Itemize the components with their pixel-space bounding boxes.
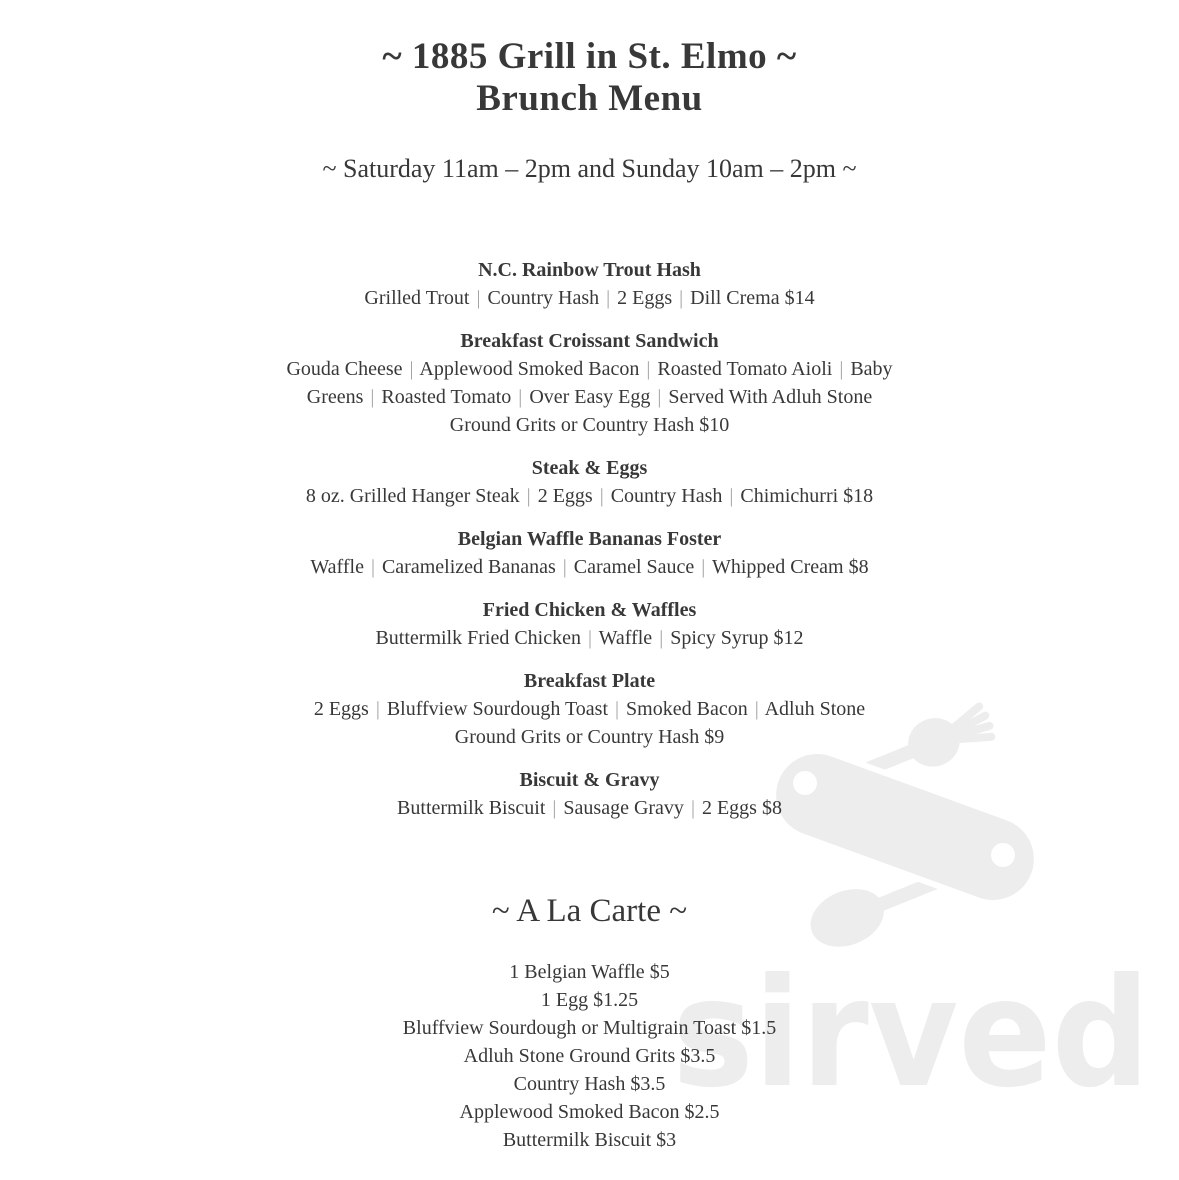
a-la-carte-list	[0, 958, 1179, 1154]
menu-item-name: N.C. Rainbow Trout Hash	[478, 259, 701, 281]
pipe-separator: |	[606, 287, 611, 309]
menu-item-description-line: 8 oz. Grilled Hanger Steak | 2 Eggs | Country Hash | Chimichurri $18	[305, 485, 874, 507]
menu-item-description-line: Ground Grits or Country Hash $10	[449, 414, 730, 436]
a-la-carte-item: 1 Egg $1.25	[540, 989, 639, 1011]
pipe-separator: |	[587, 627, 592, 649]
pipe-separator: |	[679, 287, 684, 309]
menu-item-description-line: Gouda Cheese | Applewood Smoked Bacon | Roasted Tomato Aioli | Baby	[286, 358, 893, 380]
menu-item-name: Belgian Waffle Bananas Foster	[457, 528, 722, 550]
menu-subtitle: Brunch Menu	[476, 78, 703, 119]
menu-item-name: Breakfast Croissant Sandwich	[460, 330, 719, 352]
menu-item-description-line: Grilled Trout | Country Hash | 2 Eggs | Dill Crema $14	[364, 287, 815, 309]
restaurant-name: ~ 1885 Grill in St. Elmo ~	[382, 36, 797, 77]
pipe-separator: |	[476, 287, 481, 309]
pipe-separator: |	[729, 485, 734, 507]
pipe-separator: |	[370, 386, 375, 408]
pipe-separator: |	[562, 556, 567, 578]
menu-title	[0, 0, 1179, 120]
menu-item	[0, 667, 1179, 751]
menu-item	[0, 256, 1179, 312]
pipe-separator: |	[659, 627, 664, 649]
pipe-separator: |	[701, 556, 706, 578]
menu-item-name: Fried Chicken & Waffles	[482, 599, 697, 621]
menu-item	[0, 454, 1179, 510]
menu-item	[0, 525, 1179, 581]
menu-item-description-line: Greens | Roasted Tomato | Over Easy Egg | Served With Adluh Stone	[306, 386, 873, 408]
pipe-separator: |	[690, 797, 695, 819]
pipe-separator: |	[646, 358, 651, 380]
pipe-separator: |	[657, 386, 662, 408]
watermark-brand-text: sirved	[672, 947, 1150, 1121]
menu-item	[0, 766, 1179, 822]
pipe-separator: |	[375, 698, 380, 720]
pipe-separator: |	[552, 797, 557, 819]
a-la-carte-item: 1 Belgian Waffle $5	[509, 961, 670, 983]
pipe-separator: |	[599, 485, 604, 507]
menu-item-list	[0, 256, 1179, 822]
a-la-carte-item: Applewood Smoked Bacon $2.5	[459, 1101, 720, 1123]
pipe-separator: |	[526, 485, 531, 507]
menu-item-description-line: Buttermilk Biscuit | Sausage Gravy | 2 Eggs $8	[397, 797, 782, 819]
menu-item-name: Steak & Eggs	[531, 457, 648, 479]
menu-item	[0, 596, 1179, 652]
a-la-carte-item: Buttermilk Biscuit $3	[502, 1129, 677, 1151]
menu-item	[0, 327, 1179, 439]
menu-item-description-line: 2 Eggs | Bluffview Sourdough Toast | Smoked Bacon | Adluh Stone	[313, 698, 866, 720]
service-hours: ~ Saturday 11am – 2pm and Sunday 10am – 2pm ~	[322, 154, 857, 183]
pipe-separator: |	[615, 698, 620, 720]
pipe-separator: |	[518, 386, 523, 408]
a-la-carte-title: ~ A La Carte ~	[491, 893, 688, 929]
menu-item-name: Biscuit & Gravy	[519, 769, 660, 791]
pipe-separator: |	[409, 358, 414, 380]
menu-item-name: Breakfast Plate	[523, 670, 656, 692]
pipe-separator: |	[754, 698, 759, 720]
a-la-carte-item: Adluh Stone Ground Grits $3.5	[463, 1045, 716, 1067]
pipe-separator: |	[370, 556, 375, 578]
a-la-carte-item: Country Hash $3.5	[513, 1073, 666, 1095]
a-la-carte-item: Bluffview Sourdough or Multigrain Toast $1.5	[402, 1017, 777, 1039]
pipe-separator: |	[839, 358, 844, 380]
menu-item-description-line: Ground Grits or Country Hash $9	[454, 726, 725, 748]
menu-item-description-line: Waffle | Caramelized Bananas | Caramel Sauce | Whipped Cream $8	[310, 556, 869, 578]
menu-item-description-line: Buttermilk Fried Chicken | Waffle | Spicy Syrup $12	[375, 627, 804, 649]
